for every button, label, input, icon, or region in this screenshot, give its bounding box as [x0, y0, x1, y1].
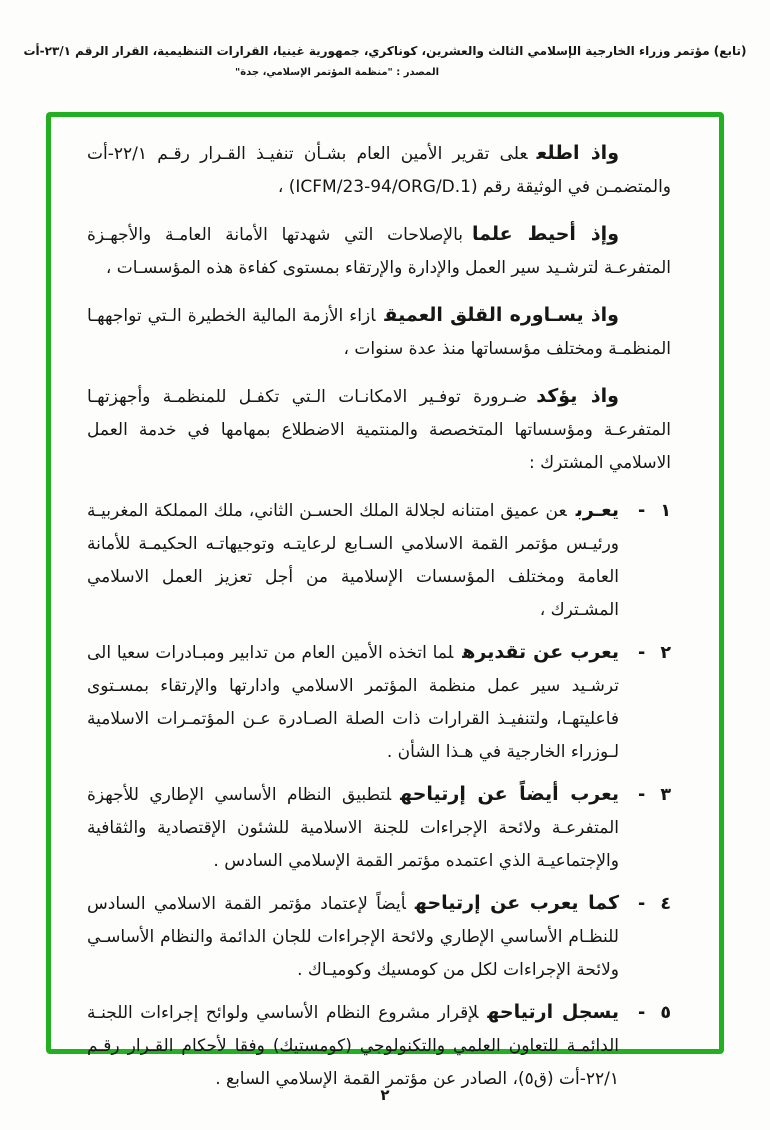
item-lead: يسجل ارتياحه — [487, 1001, 619, 1023]
preamble-lead: واذ يسـاوره القلق العميق — [384, 304, 619, 326]
item-body: أيضاً لإعتماد مؤتمر القمة الاسلامي السادس للنظـام الأساسي الإطاري ولائحة الإجراءات للجان الدائمة والنظام الأساسـي ولائحة الإجراءات لكل من كومسيك وكوميـاك . — [87, 894, 619, 980]
content-frame — [46, 112, 724, 1089]
header-source: المصدر : "منظمة المؤتمر الإسلامي، جدة" — [234, 67, 439, 78]
preamble-paragraph — [87, 137, 671, 204]
preamble-lead: وإذ أحيط علما — [472, 223, 620, 245]
page-footer — [0, 1085, 770, 1104]
item-text — [87, 996, 619, 1096]
header-title: (تابع) مؤتمر وزراء الخارجية الإسلامي الثالث والعشرين، كوناكري، جمهورية غينيا، القرارات التنظيمية، القرار الرقم ٢٣/١-أت — [23, 44, 747, 58]
item-text — [87, 887, 619, 987]
item-body: عن عميق امتنانه لجلالة الملك الحسـن الثاني، ملك المملكة المغربيـة ورئيـس مؤتمر القمة الاسلامي السـابع لرعايتـه وتوجيهاتـه الحكيمـة للأمانة العامة ومختلف المؤسسات الإسلامية من أجل تعزيز العمل الاسلامي المشـترك ، — [87, 501, 619, 620]
resolution-items — [87, 494, 671, 1096]
preamble-paragraph — [87, 299, 671, 366]
resolution-item — [87, 778, 671, 878]
item-number: ٣ - — [637, 785, 671, 805]
item-body: لما اتخذه الأمين العام من تدابير ومبـادرات سعيا الى ترشـيد سير عمل منظمة المؤتمر الاسلامي وادارتها والإرتقاء بمسـتوى فاعليتهـا، ولتنفيـذ القرارات ذات الصلة الصـادرة عـن المؤتمـرات الاسلامية لـوزراء الخارجية في هـذا الشأن . — [87, 643, 619, 762]
item-lead: يعرب أيضاً عن إرتياحه — [400, 783, 619, 805]
item-lead: كما يعرب عن إرتياحه — [414, 892, 620, 914]
preamble-lead: واذ يؤكد — [536, 385, 619, 407]
item-number: ١ - — [637, 501, 671, 521]
item-text — [87, 494, 619, 627]
document-header — [0, 44, 770, 78]
preamble-text: ضـرورة توفـير الامكانـات الـتي تكفـل للمنظمـة وأجهزتهـا المتفرعـة ومؤسساتها المتخصصة والمنتمية الاضطلاع بمهامها في خدمة العمل الاسلامي المشترك : — [87, 387, 671, 473]
resolution-item — [87, 996, 671, 1096]
item-number: ٤ - — [637, 894, 671, 914]
item-text — [87, 636, 619, 769]
preamble-paragraph — [87, 218, 671, 285]
page-number: ٢ — [380, 1086, 390, 1104]
resolution-item — [87, 494, 671, 627]
item-lead: يعـرب — [575, 499, 619, 521]
preamble-text: بالإصلاحات التي شهدتها الأمانة العامـة والأجهـزة المتفرعـة لترشـيد سير العمل والإدارة والإرتقاء بمستوى كفاءة هذه المؤسسـات ، — [87, 225, 671, 278]
preamble-lead: واذ اطلع — [536, 142, 620, 164]
item-number: ٥ - — [637, 1003, 671, 1023]
preamble — [87, 137, 671, 480]
item-body: لتطبيق النظام الأساسي الإطاري للأجهزة المتفرعـة ولائحة الإجراءات للجنة الاسلامية للشئون الإقتصادية والثقافية والإجتماعيـة الذي اعتمده مؤتمر القمة الإسلامي السادس . — [87, 785, 619, 871]
preamble-paragraph — [87, 380, 671, 480]
item-body: لإقرار مشروع النظام الأساسي ولوائح إجراءات اللجنـة الدائمـة للتعاون العلمي والتكنولوجي (كومستيك) وفقا لأحكام القـرار رقـم ٢٢/١-أت (ق٥)، الصادر عن مؤتمر القمة الإسلامي السابع . — [87, 1003, 619, 1089]
resolution-item — [87, 636, 671, 769]
preamble-text: على تقرير الأمين العام بشـأن تنفيـذ القـرار رقـم ٢٢/١-أت والمتضمـن في الوثيقة رقم (ICFM/23-94/ORG/D.1) ، — [87, 144, 671, 197]
item-number: ٢ - — [637, 643, 671, 663]
item-text — [87, 778, 619, 878]
resolution-item — [87, 887, 671, 987]
preamble-text: ازاء الأزمة المالية الخطيرة الـتي تواجههـا المنظمـة ومختلف مؤسساتها منذ عدة سنوات ، — [87, 306, 671, 359]
item-lead: يعرب عن تقديره — [462, 641, 619, 663]
